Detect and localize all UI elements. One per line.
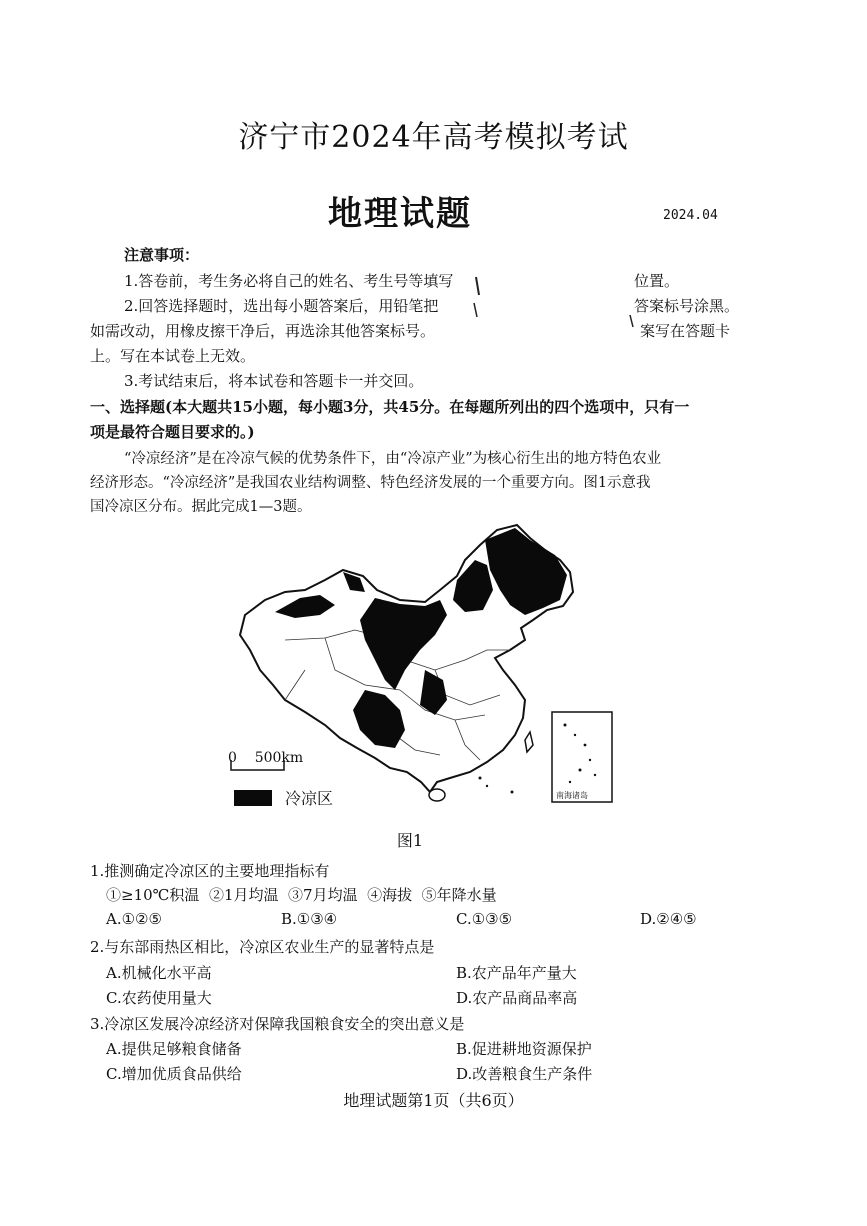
q3-option-a[interactable]: A.提供足够粮食储备	[106, 1040, 242, 1058]
scan-artifact	[470, 265, 640, 360]
q2-option-c[interactable]: C.农药使用量大	[106, 989, 212, 1007]
q3-option-b[interactable]: B.促进耕地资源保护	[456, 1040, 592, 1058]
passage-line-1: “冷凉经济”是在冷凉气候的优势条件下，由“冷凉产业”为核心衍生出的地方特色农业	[124, 451, 662, 467]
q1-option-c[interactable]: C.①③⑤	[456, 910, 513, 928]
page-footer: 地理试题第1页（共6页）	[343, 1091, 524, 1110]
q2-option-a[interactable]: A.机械化水平高	[106, 964, 212, 982]
q1-option-a[interactable]: A.①②⑤	[106, 910, 162, 928]
notice-item-2: 2.回答选择题时，选出每小题答案后，用铅笔把	[124, 297, 439, 315]
notice-heading: 注意事项：	[124, 246, 200, 264]
question-1-stem: 1.推测确定冷凉区的主要地理指标有	[90, 862, 330, 880]
section-heading-line2: 项是最符合题目要求的。)	[90, 423, 255, 441]
q1-option-b[interactable]: B.①③④	[281, 910, 338, 928]
notice-item-2-line3: 上。写在本试卷上无效。	[90, 347, 256, 365]
inset-label: 南海诸岛	[556, 791, 588, 800]
figure-caption: 图1	[396, 831, 424, 850]
question-2-stem: 2.与东部雨热区相比，冷凉区农业生产的显著特点是	[90, 938, 435, 956]
south-china-sea-inset	[552, 712, 612, 802]
question-3-stem: 3.冷凉区发展冷凉经济对保障我国粮食安全的突出意义是	[90, 1015, 465, 1033]
exam-title: 济宁市2024年高考模拟考试	[238, 120, 629, 155]
question-1-indicators: ①≥10℃积温 ②1月均温 ③7月均温 ④海拔 ⑤年降水量	[106, 886, 497, 904]
notice-item-2-tail: 答案标号涂黑。	[634, 297, 740, 315]
scale-label: 0 500km	[228, 750, 304, 766]
q2-option-d[interactable]: D.农产品商品率高	[456, 989, 578, 1007]
notice-item-2-line2-tail: 案写在答题卡	[640, 322, 731, 340]
passage-line-2: 经济形态。“冷凉经济”是我国农业结构调整、特色经济发展的一个重要方向。图1示意我	[90, 475, 651, 491]
q2-option-b[interactable]: B.农产品年产量大	[456, 964, 577, 982]
legend-swatch	[234, 790, 272, 806]
passage-line-3: 国冷凉区分布。据此完成1—3题。	[90, 499, 312, 515]
legend-label: 冷凉区	[285, 789, 334, 808]
notice-item-3: 3.考试结束后，将本试卷和答题卡一并交回。	[124, 372, 424, 390]
q1-option-d[interactable]: D.②④⑤	[640, 910, 697, 928]
section-heading: 一、选择题(本大题共15小题，每小题3分，共45分。在每题所列出的四个选项中，只有一	[90, 398, 690, 416]
q3-option-d[interactable]: D.改善粮食生产条件	[456, 1065, 593, 1083]
notice-item-1: 1.答卷前，考生务必将自己的姓名、考生号等填写	[124, 272, 454, 290]
subject-title: 地理试题	[328, 194, 472, 234]
exam-date: 2024.04	[663, 208, 718, 223]
notice-item-2-line2: 如需改动，用橡皮擦干净后，再选涂其他答案标号。	[90, 322, 436, 340]
notice-item-1-tail: 位置。	[634, 272, 680, 290]
q3-option-c[interactable]: C.增加优质食品供给	[106, 1065, 242, 1083]
